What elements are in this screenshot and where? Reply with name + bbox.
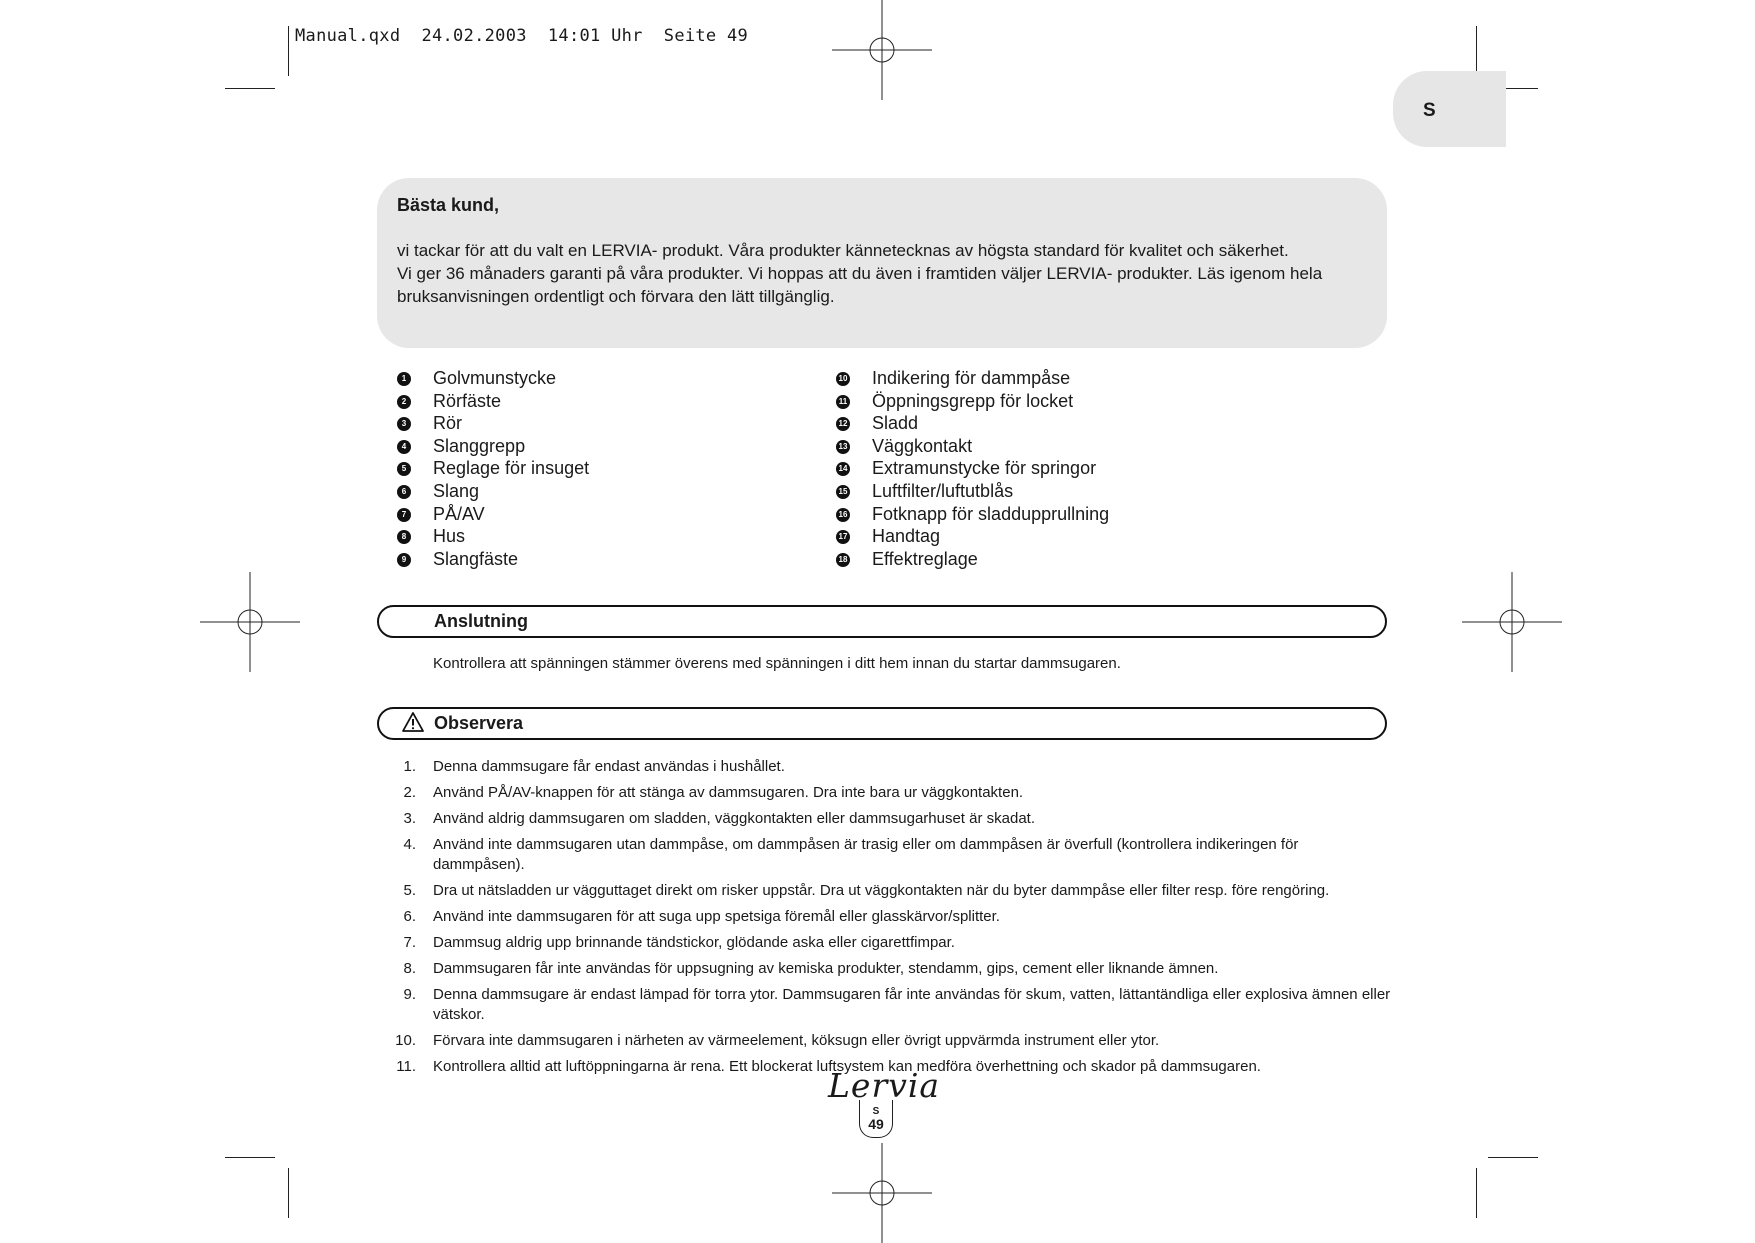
parts-list-left [397,367,777,570]
list-item [393,783,1403,803]
part-number: 2 [397,395,411,409]
warning-triangle-icon [402,711,424,733]
list-item [397,390,777,413]
item-number: 8. [403,960,416,977]
part-label: Slang [433,480,480,501]
part-label: Slangfäste [433,548,519,569]
part-label: Väggkontakt [872,435,973,456]
part-number: 8 [397,530,411,544]
list-item [397,548,777,571]
item-text: Dammsugaren får inte användas för uppsugning av kemiska produkter, stendamm, gips, cement eller liknande ämnen. [433,960,1219,977]
part-number: 18 [836,553,850,567]
part-label: Fotknapp för sladdupprullning [872,503,1110,524]
registration-mark-top [832,0,932,100]
part-label: Indikering för dammpåse [872,368,1071,388]
part-number: 15 [836,485,850,499]
list-item [397,367,777,390]
list-item [393,959,1403,979]
item-text: Denna dammsugare är endast lämpad för torra ytor. Dammsugaren får inte användas för skum, vatten, lättantändliga eller explosiva ämnen eller vätskor. [433,986,1391,1023]
part-number: 3 [397,417,411,431]
crop-mark [1476,1168,1477,1218]
list-item [393,985,1403,1025]
list-item [393,881,1403,901]
part-number: 9 [397,553,411,567]
list-item [836,548,1256,571]
language-tab-label: S [1423,100,1436,121]
list-item [836,367,1256,390]
intro-line: Vi ger 36 månaders garanti på våra produkter. Vi hoppas att du även i framtiden väljer LERVIA- produkter. Läs igenom hela [397,264,1323,283]
registration-mark-left [200,572,300,672]
list-item [393,1031,1403,1051]
item-number: 11. [396,1058,416,1075]
section-header-caution [377,707,1387,740]
part-label: Handtag [872,526,941,547]
part-label: PÅ/AV [433,503,485,524]
part-number: 1 [397,372,411,386]
part-label: Extramunstycke för springor [872,458,1097,479]
item-number: 5. [403,882,416,899]
list-item [397,525,777,548]
slug-file: Manual.qxd [295,26,401,46]
part-number: 12 [836,417,850,431]
part-label: Reglage för insuget [433,458,590,479]
parts-list-right [836,367,1256,570]
part-number: 16 [836,508,850,522]
list-item [397,457,777,480]
item-text: Använd inte dammsugaren för att suga upp spetsiga föremål eller glasskärvor/splitter. [433,908,1000,925]
item-text: Denna dammsugare får endast användas i hushållet. [433,758,785,775]
part-number: 4 [397,440,411,454]
item-number: 1. [403,758,416,775]
list-item [836,412,1256,435]
item-number: 7. [403,934,416,951]
list-item [836,390,1256,413]
item-number: 4. [403,836,416,853]
part-label: Effektreglage [872,548,978,569]
connection-text: Kontrollera att spänningen stämmer överens med spänningen i ditt hem innan du startar dammsugaren. [433,655,1121,672]
crop-mark [225,88,275,89]
language-tab [1393,71,1506,147]
part-label: Golvmunstycke [433,368,557,388]
section-title: Observera [434,713,524,733]
registration-mark-bottom [832,1143,932,1243]
part-number: 5 [397,462,411,476]
item-number: 2. [403,784,416,801]
part-number: 13 [836,440,850,454]
part-number: 14 [836,462,850,476]
list-item [836,480,1256,503]
intro-box [377,178,1387,348]
list-item [397,480,777,503]
part-label: Rör [433,413,463,434]
part-label: Luftfilter/luftutblås [872,480,1014,501]
brand-logo: Lervia [828,1066,941,1105]
intro-text [397,239,1372,308]
list-item [393,835,1403,875]
slug-page: Seite 49 [663,26,749,46]
part-label: Rörfäste [433,390,502,411]
print-slug [295,26,748,46]
part-label: Hus [433,526,466,547]
list-item [397,412,777,435]
intro-line: bruksanvisningen ordentligt och förvara den lätt tillgänglig. [397,287,835,306]
item-text: Förvara inte dammsugaren i närheten av värmeelement, köksugn eller övrigt uppvärmda instrument eller ytor. [433,1032,1160,1049]
part-number: 17 [836,530,850,544]
item-number: 6. [403,908,416,925]
slug-time: 14:01 Uhr [547,26,643,46]
list-item [393,907,1403,927]
part-number: 10 [836,372,850,386]
page-number-badge [859,1100,893,1138]
crop-mark [1476,26,1477,76]
list-item [397,435,777,458]
item-text: Kontrollera alltid att luftöppningarna är rena. Ett blockerat luftsystem kan medföra överhettning och skador på dammsugaren. [433,1058,1261,1075]
item-text: Använd aldrig dammsugaren om sladden, väggkontakten eller dammsugarhuset är skadat. [433,810,1036,827]
part-number: 6 [397,485,411,499]
item-number: 10. [395,1032,416,1049]
section-header-connection [377,605,1387,638]
crop-mark [1488,1157,1538,1158]
list-item [836,457,1256,480]
list-item [836,435,1256,458]
part-number: 11 [836,395,850,409]
item-text: Använd inte dammsugaren utan dammpåse, om dammpåsen är trasig eller om dammpåsen är överfull (kontrollera indikeringen för dammpåsen). [433,836,1299,873]
crop-mark [288,1168,289,1218]
intro-line: vi tackar för att du valt en LERVIA- produkt. Våra produkter kännetecknas av högsta standard för kvalitet och säkerhet. [397,241,1289,260]
page-language: S [872,1106,880,1117]
part-label: Sladd [872,413,919,434]
section-title: Anslutning [434,611,528,631]
crop-mark [225,1157,275,1158]
list-item [836,503,1256,526]
page-number: 49 [868,1116,884,1132]
item-text: Dra ut nätsladden ur vägguttaget direkt om risker uppstår. Dra ut väggkontakten när du byter dammpåse eller filter resp. före rengöring. [433,882,1330,899]
part-number: 7 [397,508,411,522]
list-item [397,503,777,526]
list-item [836,525,1256,548]
part-label: Slanggrepp [433,435,526,456]
list-item [393,757,1403,777]
list-item [393,809,1403,829]
caution-list [393,757,1403,1083]
item-text: Använd PÅ/AV-knappen för att stänga av dammsugaren. Dra inte bara ur väggkontakten. [433,784,1024,801]
crop-mark [288,26,289,76]
greeting: Bästa kund, [397,195,500,215]
registration-mark-right [1462,572,1562,672]
list-item [393,933,1403,953]
item-number: 9. [403,986,416,1003]
item-number: 3. [403,810,416,827]
item-text: Dammsug aldrig upp brinnande tändstickor, glödande aska eller cigarettfimpar. [433,934,955,951]
slug-date: 24.02.2003 [421,26,527,46]
part-label: Öppningsgrepp för locket [872,390,1074,411]
